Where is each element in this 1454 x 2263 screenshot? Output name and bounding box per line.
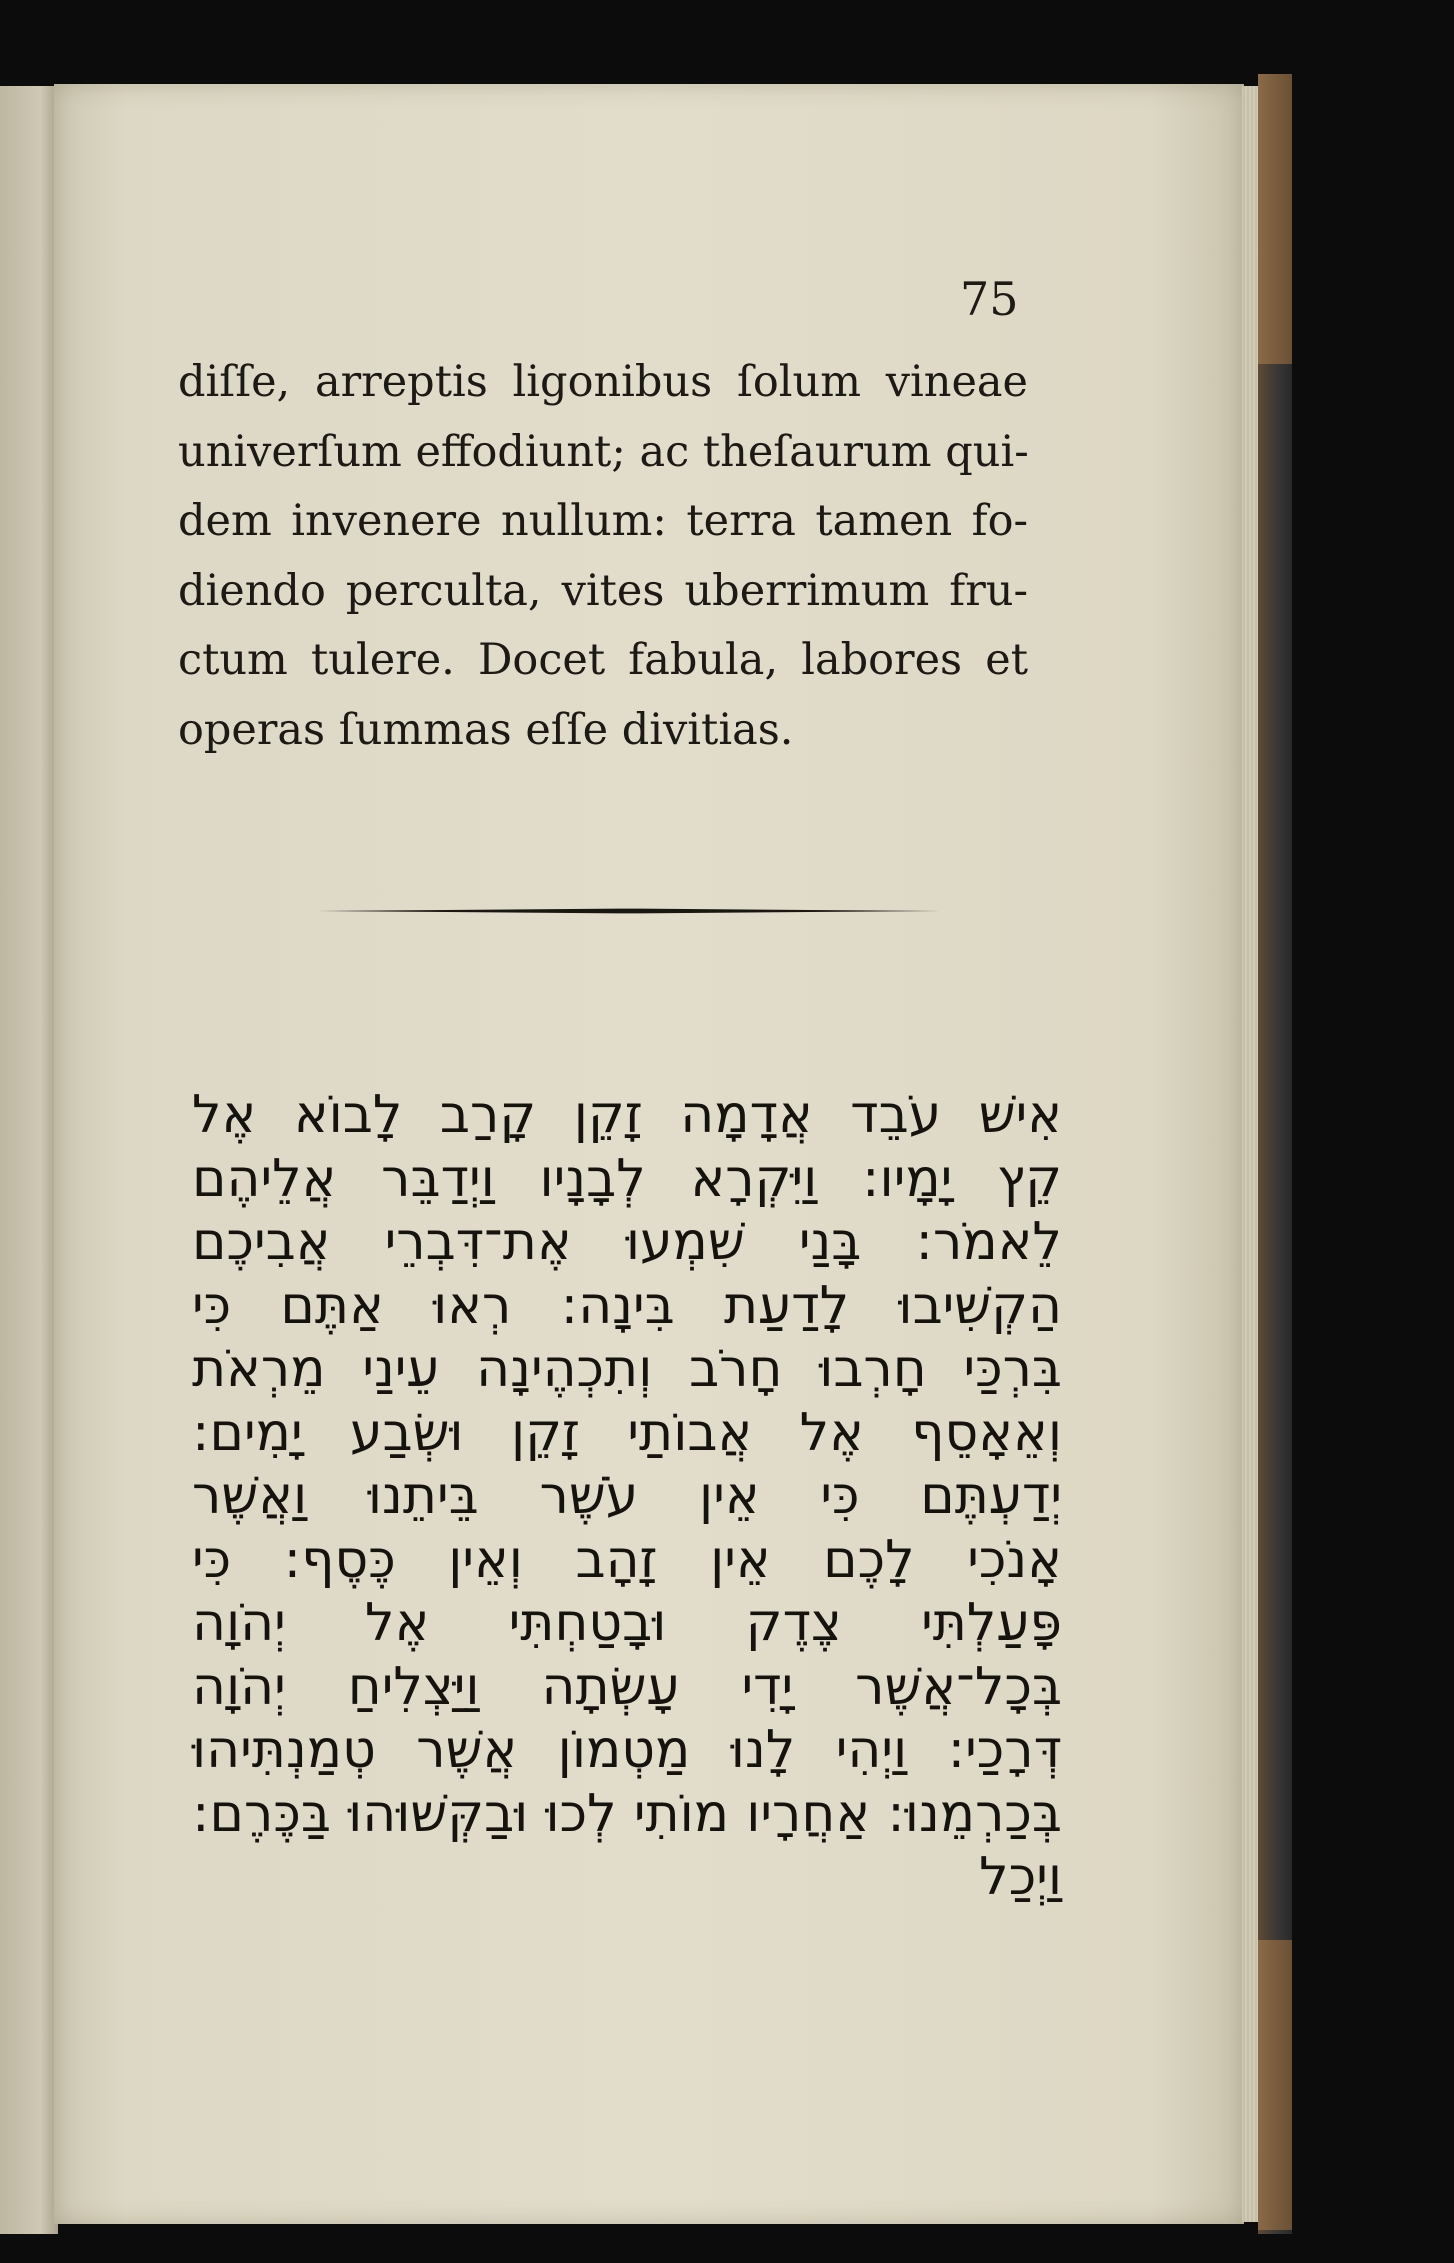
page-block-edge [1242, 86, 1258, 2222]
binding-leather-corner-bottom [1258, 1940, 1292, 2230]
page-number: 75 [960, 272, 1019, 326]
hebrew-line: קֵץ יָמָיו: וַיִּקְרָא לְבָנָיו וַיְדַבֵּר אֲלֵיהֶם [192, 1148, 1062, 1209]
latin-line: diendo perculta, vites uberrimum fru- [178, 565, 1028, 616]
hebrew-line: פָּעַלְתִּי צֶדֶק וּבָטַחְתִּי אֶל יְהֹוָה [192, 1593, 1062, 1653]
hebrew-line: בִּרְכַּי חָרְבוּ חָרֹב וְתִכְהֶינָה עֵינַי מֵרְאֹת [192, 1339, 1062, 1399]
hebrew-line: דְּרָכַי: וַיְהִי לָנוּ מַטְמוֹן אֲשֶׁר טְמַנְתִּיהוּ [192, 1720, 1062, 1780]
hebrew-line: אָנֹכִי לָכֶם אֵין זָהָב וְאֵין כֶּסֶף: כִּי [192, 1529, 1062, 1590]
hebrew-line: יְדַעְתֶּם כִּי אֵין עֹשֶׁר בֵּיתֵנוּ וַאֲשֶׁר [192, 1466, 1062, 1526]
section-divider-rule [318, 906, 940, 916]
latin-line: operas ſummas eſſe divitias. [178, 704, 794, 755]
latin-line: dem invenere nullum: terra tamen fo- [178, 496, 1028, 546]
hebrew-line: וַיְכַל [979, 1847, 1062, 1907]
latin-paragraph [178, 348, 1028, 765]
hebrew-line: הַקְשִׁיבוּ לָדַעַת בִּינָה: רְאוּ אַתֶּם כִּי [192, 1275, 1062, 1336]
hebrew-line: וְאֵאָסֵף אֶל אֲבוֹתַי זָקֵן וּשְׂבַע יָמִים: [192, 1402, 1062, 1463]
latin-line: diſſe, arreptis ligonibus ſolum vineae [178, 357, 1028, 407]
hebrew-paragraph [192, 1084, 1062, 1910]
previous-page-edge [0, 86, 58, 2234]
hebrew-line: בְּכַרְמֵנוּ: אַחֲרָיו מוֹתִי לְכוּ וּבַקְּשׁוּהוּ בַּכֶּרֶם: [192, 1783, 1062, 1844]
hebrew-line: בְּכָל־אֲשֶׁר יָדִי עָשְׂתָה וַיַּצְלִיחַ יְהֹוָה [192, 1656, 1062, 1717]
hebrew-line: לֵאמֹר: בָּנַי שִׁמְעוּ אֶת־דִּבְרֵי אֲבִיכֶם [192, 1212, 1062, 1272]
book-binding [1258, 74, 1292, 2234]
latin-line: univerſum effodiunt; ac theſaurum qui- [178, 426, 1029, 477]
hebrew-line: אִישׁ עֹבֵד אֲדָמָה זָקֵן קָרַב לָבוֹא אֶל [192, 1085, 1062, 1145]
latin-line: ctum tulere. Docet fabula, labores et [178, 635, 1028, 685]
binding-leather-corner-top [1258, 74, 1292, 364]
